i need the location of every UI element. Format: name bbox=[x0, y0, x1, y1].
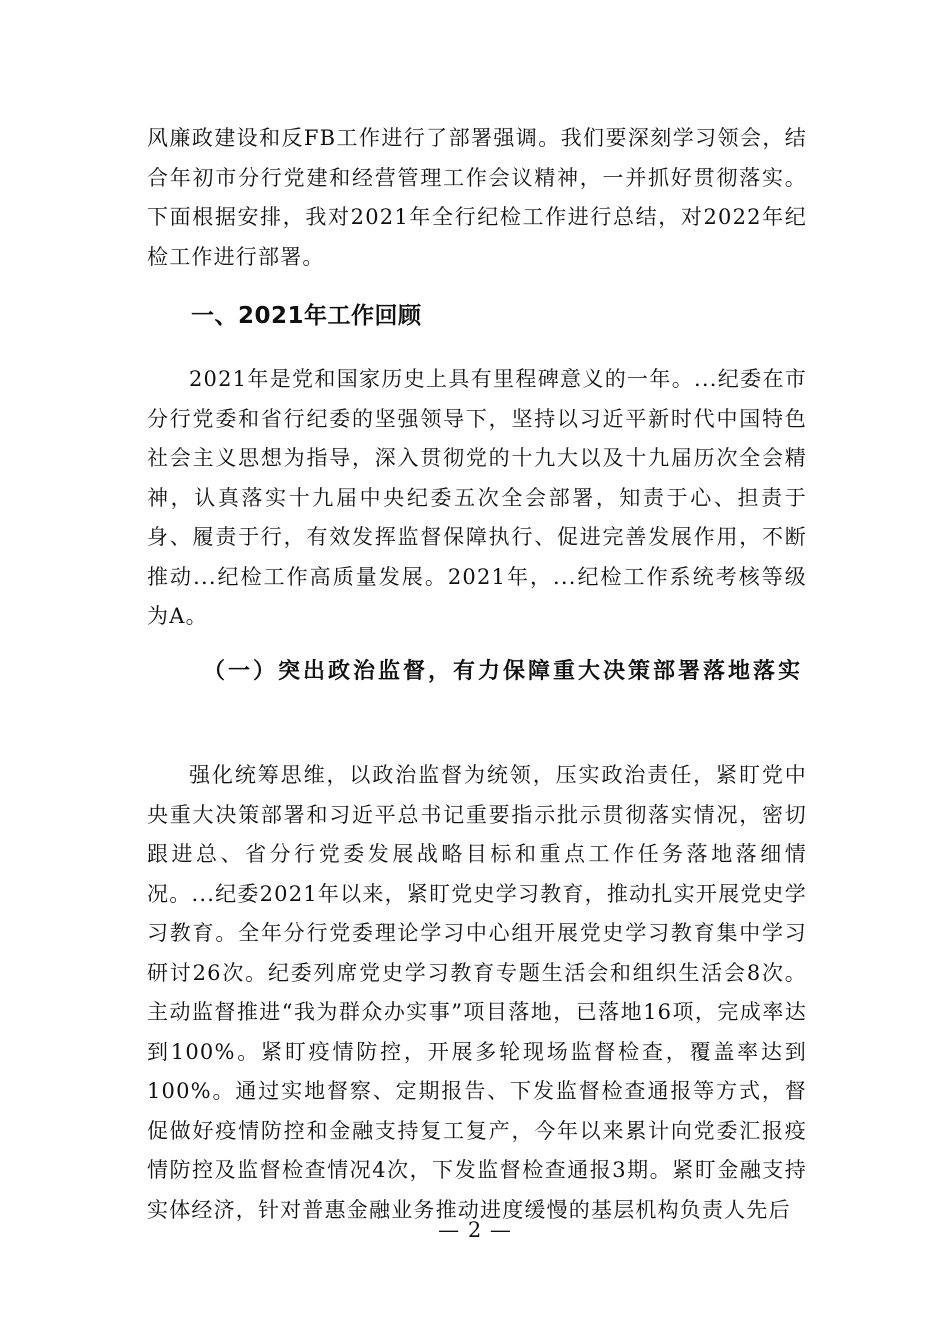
supervision-paragraph-block bbox=[147, 756, 807, 1230]
intro-paragraph: 风廉政建设和反FB工作进行了部署强调。我们要深刻学习领会，结合年初市分行党建和经营管理工作会议精神，一并抓好贯彻落实。下面根据安排，我对2021年全行纪检工作进行总结，对2022年纪检工作进行部署。 bbox=[147, 126, 807, 269]
subsection-heading-political-supervision: （一）突出政治监督，有力保障重大决策部署落地落实 bbox=[203, 658, 804, 684]
section-heading-work-review: 一、2021年工作回顾 bbox=[191, 303, 422, 329]
supervision-paragraph: 强化统筹思维，以政治监督为统领，压实政治责任，紧盯党中央重大决策部署和习近平总书记重要指示批示贯彻落实情况，密切跟进总、省分行党委发展战略目标和重点工作任务落地落细情况。...纪委2021年以来，紧盯党史学习教育，推动扎实开展党史学习教育。全年分行党委理论学习中心组开展党史学习教育集中学习研讨26次。纪委列席党史学习教育专题生活会和组织生活会8次。主动监督推进“我为群众办实事”项目落地，已落地16项，完成率达到100%。紧盯疫情防控，开展多轮现场监督检查，覆盖率达到100%。通过实地督察、定期报告、下发监督检查通报等方式，督促做好疫情防控和金融支持复工复产，今年以来累计向党委汇报疫情防控及监督检查情况4次，下发监督检查通报3期。紧盯金融支持实体经济，针对普惠金融业务推动进度缓慢的基层机构负责人先后 bbox=[147, 763, 807, 1222]
intro-paragraph-block bbox=[147, 119, 807, 277]
review-paragraph-block bbox=[147, 360, 807, 637]
review-paragraph: 2021年是党和国家历史上具有里程碑意义的一年。...纪委在市分行党委和省行纪委的坚强领导下，坚持以习近平新时代中国特色社会主义思想为指导，深入贯彻党的十九大以及十九届历次全会精神，认真落实十九届中央纪委五次全会部署，知责于心、担责于身、履责于行，有效发挥监督保障执行、促进完善发展作用，不断推动...纪检工作高质量发展。2021年，...纪检工作系统考核等级为A。 bbox=[147, 367, 807, 628]
page-number: — 2 — bbox=[438, 1218, 512, 1242]
